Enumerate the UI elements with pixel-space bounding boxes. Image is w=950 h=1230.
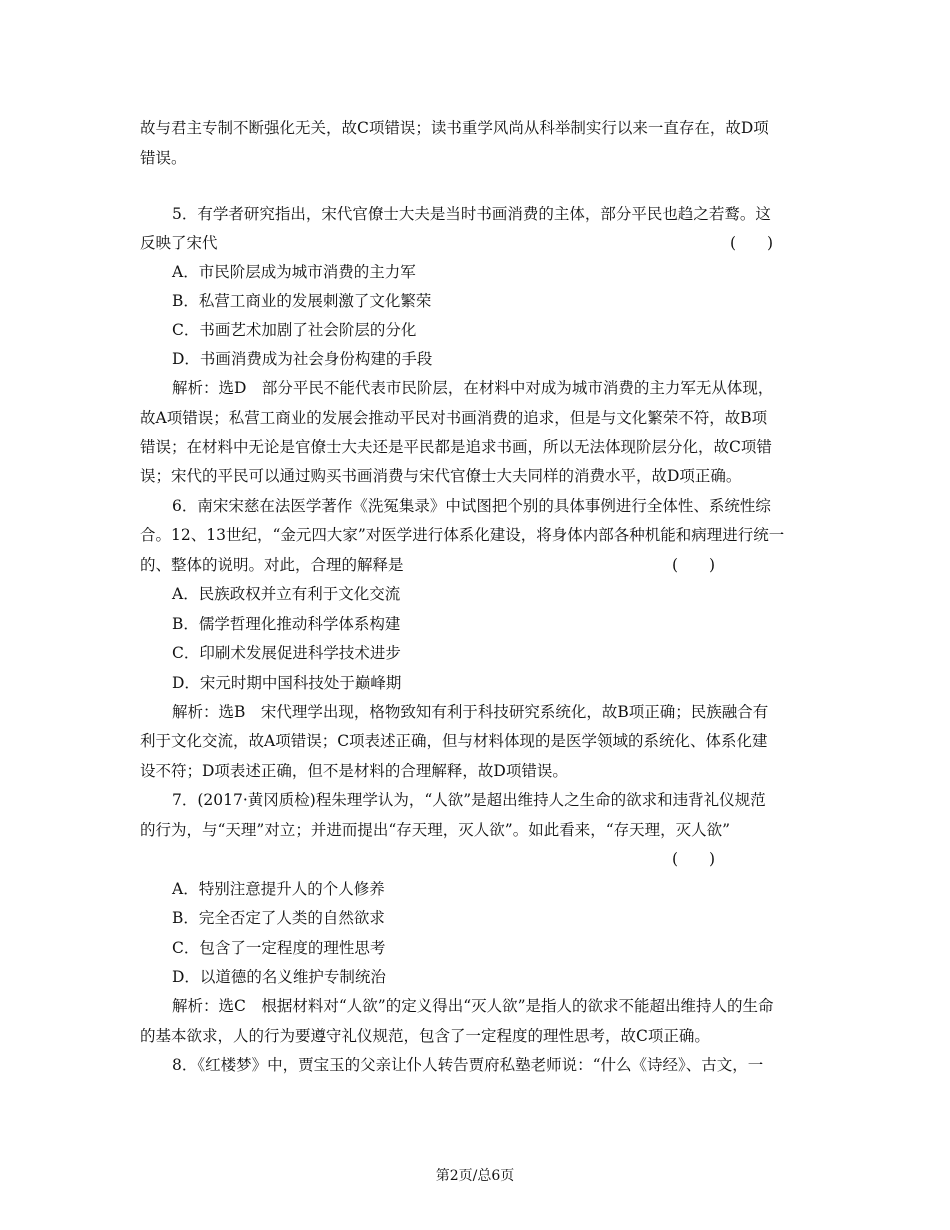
explanation: 错误；在材料中无论是官僚士大夫还是平民都是追求书画，所以无法体现阶层分化，故C项错 xyxy=(140,438,772,456)
question-6-stem: 6．南宋宋慈在法医学著作《洗冤集录》中试图把个别的具体事例进行全体性、系统性综 xyxy=(172,497,771,515)
option-b: B．完全否定了人类的自然欲求 xyxy=(172,909,385,927)
text-line: 错误。 xyxy=(140,149,187,167)
option-b: B．儒学哲理化推动科学体系构建 xyxy=(172,615,401,633)
question-8-stem: 8．《红楼梦》中，贾宝玉的父亲让仆人转告贾府私塾老师说：“什么《诗经》、古文，一 xyxy=(172,1056,764,1074)
explanation: 利于文化交流，故A项错误；C项表述正确，但与材料体现的是医学领域的系统化、体系化建 xyxy=(140,732,768,750)
option-b: B．私营工商业的发展刺激了文化繁荣 xyxy=(172,292,432,310)
option-d: D．宋元时期中国科技处于巅峰期 xyxy=(172,674,402,692)
question-7-stem: 的行为，与“天理”对立；并进而提出“存天理，灭人欲”。如此看来，“存天理，灭人欲” xyxy=(140,821,731,839)
option-a: A．市民阶层成为城市消费的主力军 xyxy=(172,263,416,281)
page-footer: 第2页/总6页 xyxy=(435,1168,515,1184)
explanation: 故A项错误；私营工商业的发展会推动平民对书画消费的追求，但是与文化繁荣不符，故B项 xyxy=(140,409,768,427)
option-c: C．印刷术发展促进科学技术进步 xyxy=(172,644,401,662)
question-7-stem: 7．(2017·黄冈质检)程朱理学认为，“人欲”是超出维持人之生命的欲求和违背礼仪规范 xyxy=(172,791,766,809)
question-6-stem: 合。12、13世纪，“金元四大家”对医学进行体系化建设，将身体内部各种机能和病理进行统一 xyxy=(140,526,785,544)
explanation: 误；宋代的平民可以通过购买书画消费与宋代官僚士大夫同样的消费水平，故D项正确。 xyxy=(140,467,742,485)
option-c: C．书画艺术加剧了社会阶层的分化 xyxy=(172,321,417,339)
explanation: 解析：选C 根据材料对“人欲”的定义得出“灭人欲”是指人的欲求不能超出维持人的生命 xyxy=(172,997,774,1015)
explanation: 解析：选B 宋代理学出现，格物致知有利于科技研究系统化，故B项正确；民族融合有 xyxy=(172,703,769,721)
option-d: D．书画消费成为社会身份构建的手段 xyxy=(172,350,433,368)
question-5-stem: 5．有学者研究指出，宋代官僚士大夫是当时书画消费的主体，部分平民也趋之若鹜。这 xyxy=(172,205,771,223)
explanation: 的基本欲求，人的行为要遵守礼仪规范，包含了一定程度的理性思考，故C项正确。 xyxy=(140,1027,710,1045)
explanation: 设不符；D项表述正确，但不是材料的合理解释，故D项错误。 xyxy=(140,762,568,780)
question-5-stem: 反映了宋代 xyxy=(140,234,218,252)
option-a: A．特别注意提升人的个人修养 xyxy=(172,880,385,898)
answer-parentheses: ( ) xyxy=(672,556,716,574)
text-line: 故与君主专制不断强化无关，故C项错误；读书重学风尚从科举制实行以来一直存在，故D项 xyxy=(140,119,769,137)
option-d: D．以道德的名义维护专制统治 xyxy=(172,968,386,986)
option-c: C．包含了一定程度的理性思考 xyxy=(172,939,386,957)
answer-parentheses: ( ) xyxy=(672,850,716,868)
explanation: 解析：选D 部分平民不能代表市民阶层，在材料中对成为城市消费的主力军无从体现， xyxy=(172,379,774,397)
answer-parentheses: ( ) xyxy=(730,234,774,252)
option-a: A．民族政权并立有利于文化交流 xyxy=(172,585,401,603)
question-6-stem: 的、整体的说明。对此，合理的解释是 xyxy=(140,556,404,574)
